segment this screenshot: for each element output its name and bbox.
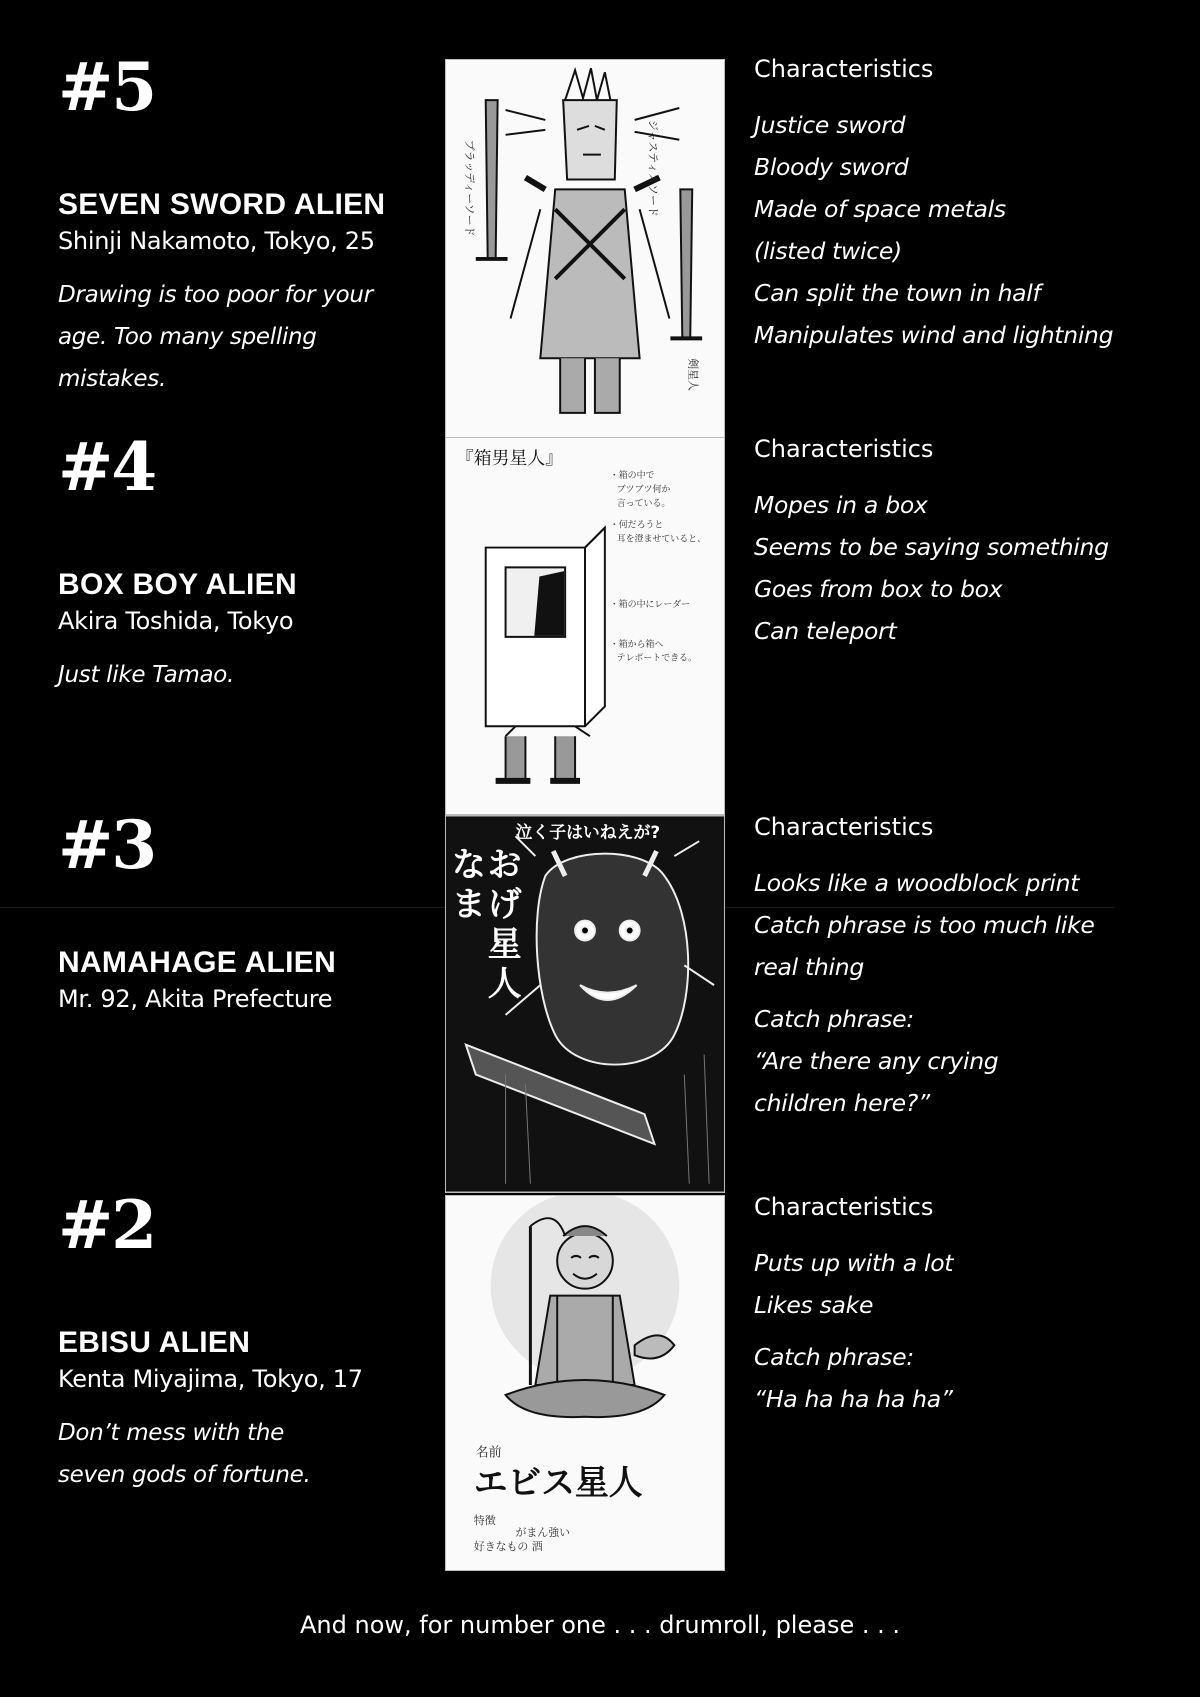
characteristic-item: Justice sword [754,111,906,139]
characteristic-item: Manipulates wind and lightning [754,321,1114,349]
artist-credit: Akira Toshida, Tokyo [58,607,294,635]
rank-number: #5 [58,48,156,126]
svg-text:・箱から箱へ: ・箱から箱へ [609,639,664,650]
svg-text:ま: ま [451,884,486,924]
drawing-title: エビス星人 [473,1463,643,1503]
alien-name: SEVEN SWORD ALIEN [58,188,386,221]
alien-drawing-seven-sword [445,59,725,439]
critique-text: Don’t mess with the seven gods of fortune. [58,1420,311,1488]
catch-phrase-label: Catch phrase: [754,1343,914,1371]
catch-phrase: “Ha ha ha ha ha” [754,1385,953,1413]
svg-text:な: な [451,844,486,884]
svg-text:特徴: 特徴 [473,1513,496,1527]
seven-sword-alien-illustration [446,60,724,438]
characteristic-item: Mopes in a box [754,491,928,519]
svg-text:お: お [487,844,522,884]
characteristic-item: Goes from box to box [754,575,1003,603]
characteristics-list [754,862,1154,988]
ebisu-alien-illustration [446,1196,724,1570]
rank-number: #3 [58,806,156,884]
svg-text:耳を澄ませていると、: 耳を澄ませていると、 [616,534,706,545]
svg-text:テレポートできる。: テレポートできる。 [616,653,697,664]
drawing-caption: 泣く子はいねえが? [515,822,661,843]
characteristics-heading: Characteristics [754,435,934,463]
alien-name: NAMAHAGE ALIEN [58,946,337,979]
characteristic-item: (listed twice) [754,237,902,265]
characteristic-item: Catch phrase is too much like [754,911,1095,939]
characteristic-item: Can split the town in half [754,279,1041,307]
characteristics-heading: Characteristics [754,55,934,83]
alien-name: EBISU ALIEN [58,1326,251,1359]
svg-text:・何だろうと: ・何だろうと [609,520,664,531]
characteristics-list [754,104,1154,356]
drawing-label: 名前 [475,1445,502,1461]
namahage-alien-illustration [446,816,724,1192]
characteristic-item: Can teleport [754,617,897,645]
characteristic-item: Seems to be saying something [754,533,1109,561]
svg-text:げ: げ [487,884,522,924]
artist-credit: Mr. 92, Akita Prefecture [58,985,333,1013]
characteristic-item: Bloody sword [754,153,909,181]
rank-number: #2 [58,1186,156,1264]
svg-text:ブラッディーソード: ブラッディーソード [462,139,476,237]
svg-text:人: 人 [487,964,522,1004]
svg-text:言っている。: 言っている。 [616,498,671,509]
characteristics-heading: Characteristics [754,813,934,841]
alien-drawing-namahage [445,815,725,1193]
characteristic-item: Made of space metals [754,195,1006,223]
characteristics-list [754,484,1154,652]
svg-text:がまん強い: がまん強い [515,1525,571,1539]
alien-drawing-box-boy [445,437,725,815]
critique-text: Just like Tamao. [58,662,235,688]
characteristics-heading: Characteristics [754,1193,934,1221]
svg-text:剣星人: 剣星人 [686,358,700,391]
characteristic-item: Looks like a woodblock print [754,869,1080,897]
characteristic-item: real thing [754,953,864,981]
alien-drawing-ebisu [445,1195,725,1571]
rank-number: #4 [58,428,156,506]
critique-text: Drawing is too poor for your age. Too many spelling mistakes. [58,282,373,392]
svg-text:ジャスティスソード: ジャスティスソード [646,119,660,217]
svg-text:好きなもの 酒: 好きなもの 酒 [473,1539,543,1553]
drawing-title: 『箱男星人』 [455,448,564,470]
artist-credit: Kenta Miyajima, Tokyo, 17 [58,1365,363,1393]
artist-credit: Shinji Nakamoto, Tokyo, 25 [58,227,375,255]
svg-text:ブツブツ何か: ブツブツ何か [616,484,671,495]
box-boy-alien-illustration [446,438,724,814]
svg-text:星: 星 [487,924,522,964]
catch-phrase: “Are there any crying children here?” [754,1047,999,1117]
characteristic-item: Likes sake [754,1291,874,1319]
characteristic-item: Puts up with a lot [754,1249,954,1277]
catch-phrase-label: Catch phrase: [754,1005,914,1033]
svg-text:・箱の中にレーダー: ・箱の中にレーダー [609,600,691,611]
characteristics-list [754,1242,1154,1326]
footer-caption: And now, for number one . . . drumroll, please . . . [300,1611,900,1639]
alien-name: BOX BOY ALIEN [58,568,297,601]
svg-text:・箱の中で: ・箱の中で [609,471,655,482]
